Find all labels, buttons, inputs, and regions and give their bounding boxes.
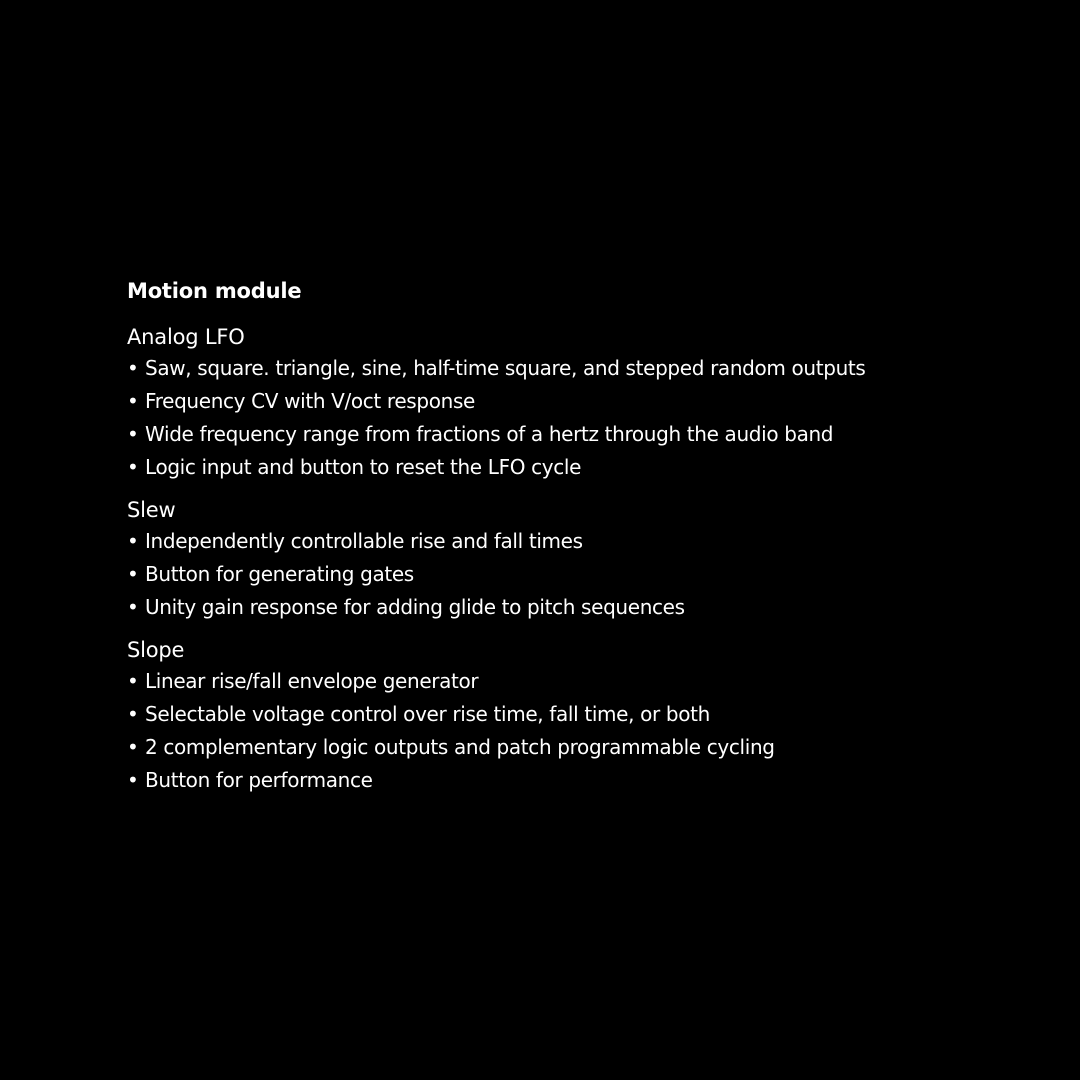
list-item xyxy=(127,698,1067,731)
section-slew xyxy=(127,495,1067,624)
bullet-icon: • xyxy=(127,389,139,413)
list-item xyxy=(127,525,1067,558)
list-item-text: 2 complementary logic outputs and patch programmable cycling xyxy=(145,735,775,759)
bullet-list xyxy=(127,665,1067,797)
section-slope xyxy=(127,635,1067,797)
list-item xyxy=(127,352,1067,385)
list-item xyxy=(127,385,1067,418)
list-item xyxy=(127,764,1067,797)
section-heading: Analog LFO xyxy=(127,325,245,349)
bullet-icon: • xyxy=(127,356,139,380)
bullet-list xyxy=(127,525,1067,624)
list-item-text: Button for performance xyxy=(145,768,373,792)
bullet-list xyxy=(127,352,1067,484)
list-item-text: Saw, square. triangle, sine, half-time square, and stepped random outputs xyxy=(145,356,866,380)
bullet-icon: • xyxy=(127,702,139,726)
section-analog-lfo xyxy=(127,322,1067,484)
bullet-icon: • xyxy=(127,595,139,619)
list-item-text: Frequency CV with V/oct response xyxy=(145,389,475,413)
bullet-icon: • xyxy=(127,422,139,446)
list-item-text: Wide frequency range from fractions of a hertz through the audio band xyxy=(145,422,834,446)
list-item-text: Independently controllable rise and fall times xyxy=(145,529,583,553)
section-heading: Slew xyxy=(127,498,176,522)
list-item xyxy=(127,731,1067,764)
bullet-icon: • xyxy=(127,529,139,553)
list-item-text: Linear rise/fall envelope generator xyxy=(145,669,479,693)
list-item-text: Button for generating gates xyxy=(145,562,414,586)
list-item xyxy=(127,451,1067,484)
feature-list xyxy=(127,276,1067,797)
bullet-icon: • xyxy=(127,455,139,479)
list-item-text: Selectable voltage control over rise time, fall time, or both xyxy=(145,702,710,726)
bullet-icon: • xyxy=(127,669,139,693)
list-item xyxy=(127,665,1067,698)
list-item xyxy=(127,418,1067,451)
list-item-text: Logic input and button to reset the LFO cycle xyxy=(145,455,582,479)
section-heading: Slope xyxy=(127,638,185,662)
bullet-icon: • xyxy=(127,768,139,792)
bullet-icon: • xyxy=(127,735,139,759)
list-item xyxy=(127,591,1067,624)
bullet-icon: • xyxy=(127,562,139,586)
list-item-text: Unity gain response for adding glide to pitch sequences xyxy=(145,595,685,619)
page-title: Motion module xyxy=(127,279,302,303)
list-item xyxy=(127,558,1067,591)
